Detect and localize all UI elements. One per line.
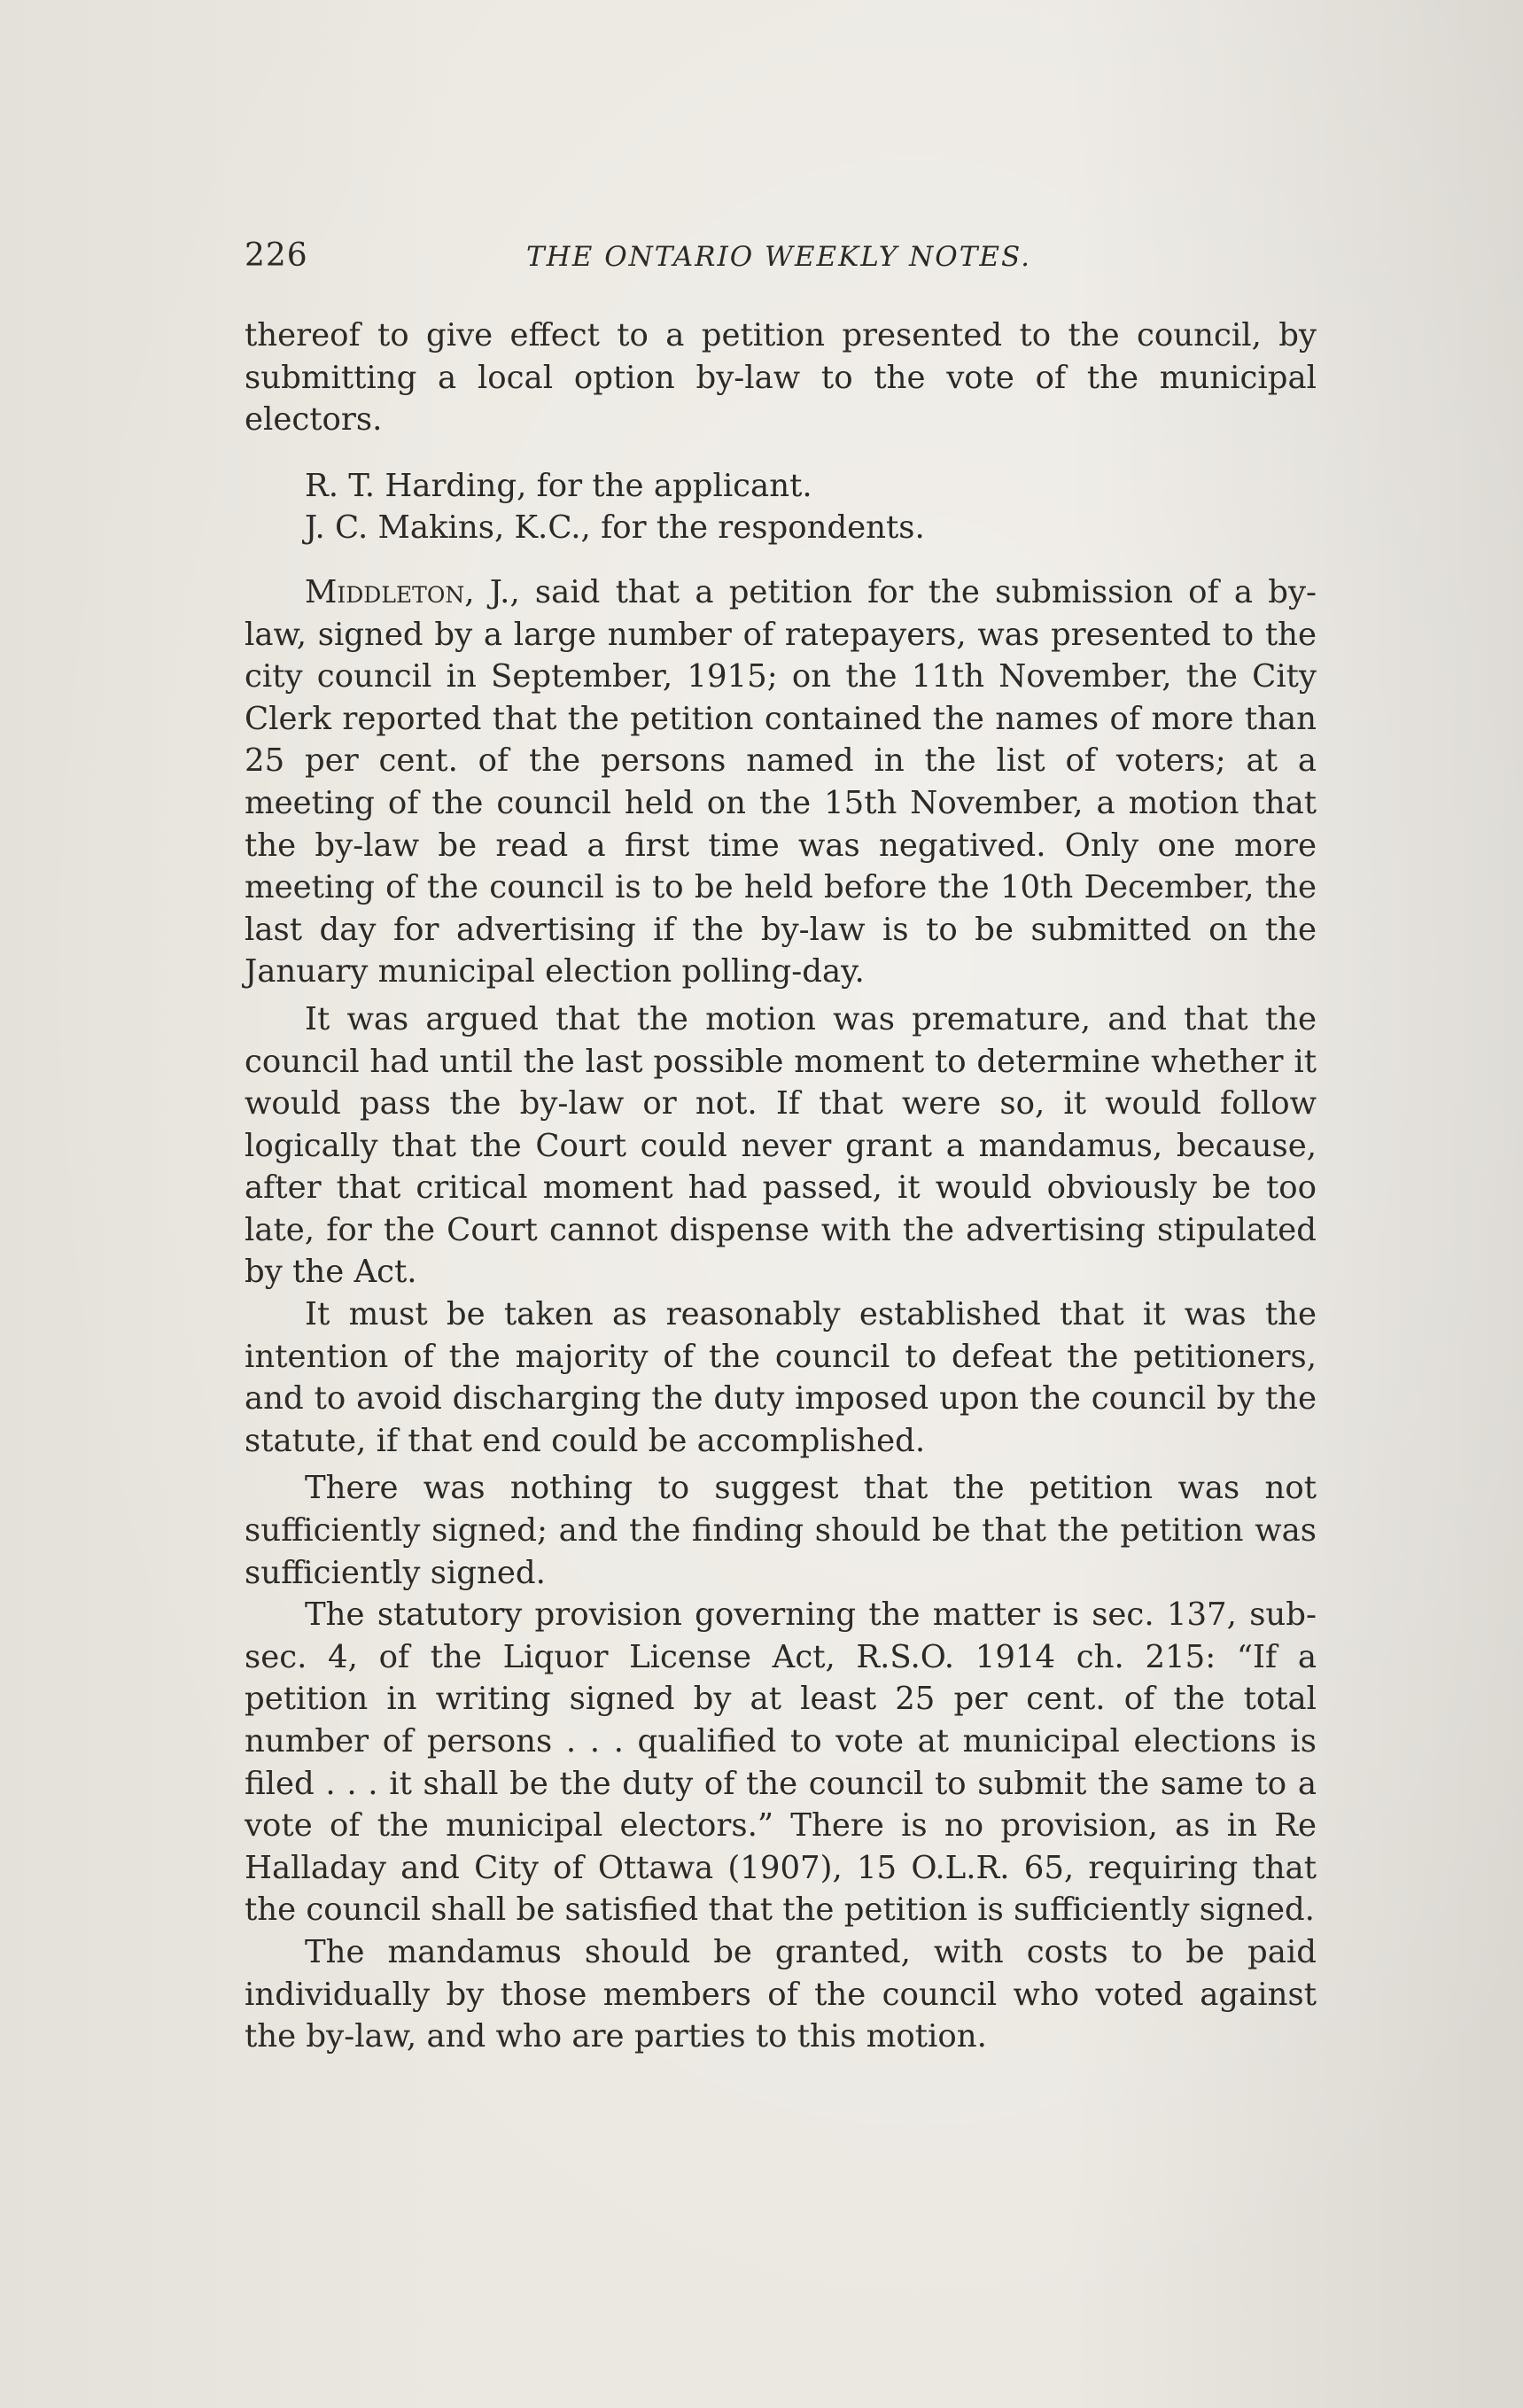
paragraph-statute: The statutory provision governing the matter is sec. 137, sub-sec. 4, of the Liquor License Act, R.S.O. 1914 ch. 215: “If a petition in writing signed by at least 25 per cent. of the total number of persons . . . qualified to vote at municipal elections is filed . . . it shall be the duty of the council to submit the same to a vote of the municipal electors.” There is no provision, as in Re Halladay and City of Ottawa (1907), 15 O.L.R. 65, requiring that the council shall be satisfied that the petition is sufficiently signed. (245, 1596, 1317, 1929)
journal-title: THE ONTARIO WEEKLY NOTES. (526, 241, 1031, 273)
counsel-respondents: J. C. Makins, K.C., for the respondents. (305, 509, 925, 547)
running-head (245, 237, 1308, 282)
paragraph-order: The mandamus should be granted, with costs to be paid individually by those members of the council who voted against the by-law, and who are parties to this motion. (245, 1933, 1317, 2055)
page-number: 226 (245, 237, 308, 274)
counsel-list (245, 465, 1317, 549)
paragraph-sufficiency: There was nothing to suggest that the petition was not sufficiently signed; and the finding should be that the petition was sufficiently signed. (245, 1470, 1317, 1591)
paragraph-argument: It was argued that the motion was premature, and that the council had until the last possible moment to determine whether it would pass the by-law or not. If that were so, it would follow logically that the Court could never grant a mandamus, because, after that critical moment had passed, it would obviously be too late, for the Court cannot dispense with the advertising stipulated by the Act. (245, 1000, 1317, 1291)
body-text (245, 315, 1317, 2058)
judgment-text: , J., said that a petition for the submission of a by-law, signed by a large number of ratepayers, was presented to the city council in September, 1915; on the 11th November, the City Clerk reported that the petition contained the names of more than 25 per cent. of the persons named in the list of voters; at a meeting of the council held on the 15th November, a motion that the by-law be read a first time was negatived. Only one more meeting of the council is to be held before the 10th December, the last day for advertising if the by-law is to be submitted on the January municipal election polling-day. (245, 573, 1317, 990)
paragraph-intention: It must be taken as reasonably established that it was the intention of the majority of the council to defeat the petitioners, and to avoid discharging the duty imposed upon the council by the statute, if that end could be accomplished. (245, 1296, 1317, 1459)
judge-name: Middleton (305, 573, 465, 610)
judgment-paragraph (245, 571, 1317, 993)
continuation-paragraph: thereof to give effect to a petition presented to the council, by submitting a local option by-law to the vote of the municipal electors. (245, 317, 1317, 439)
counsel-applicant: R. T. Harding, for the applicant. (305, 467, 812, 504)
